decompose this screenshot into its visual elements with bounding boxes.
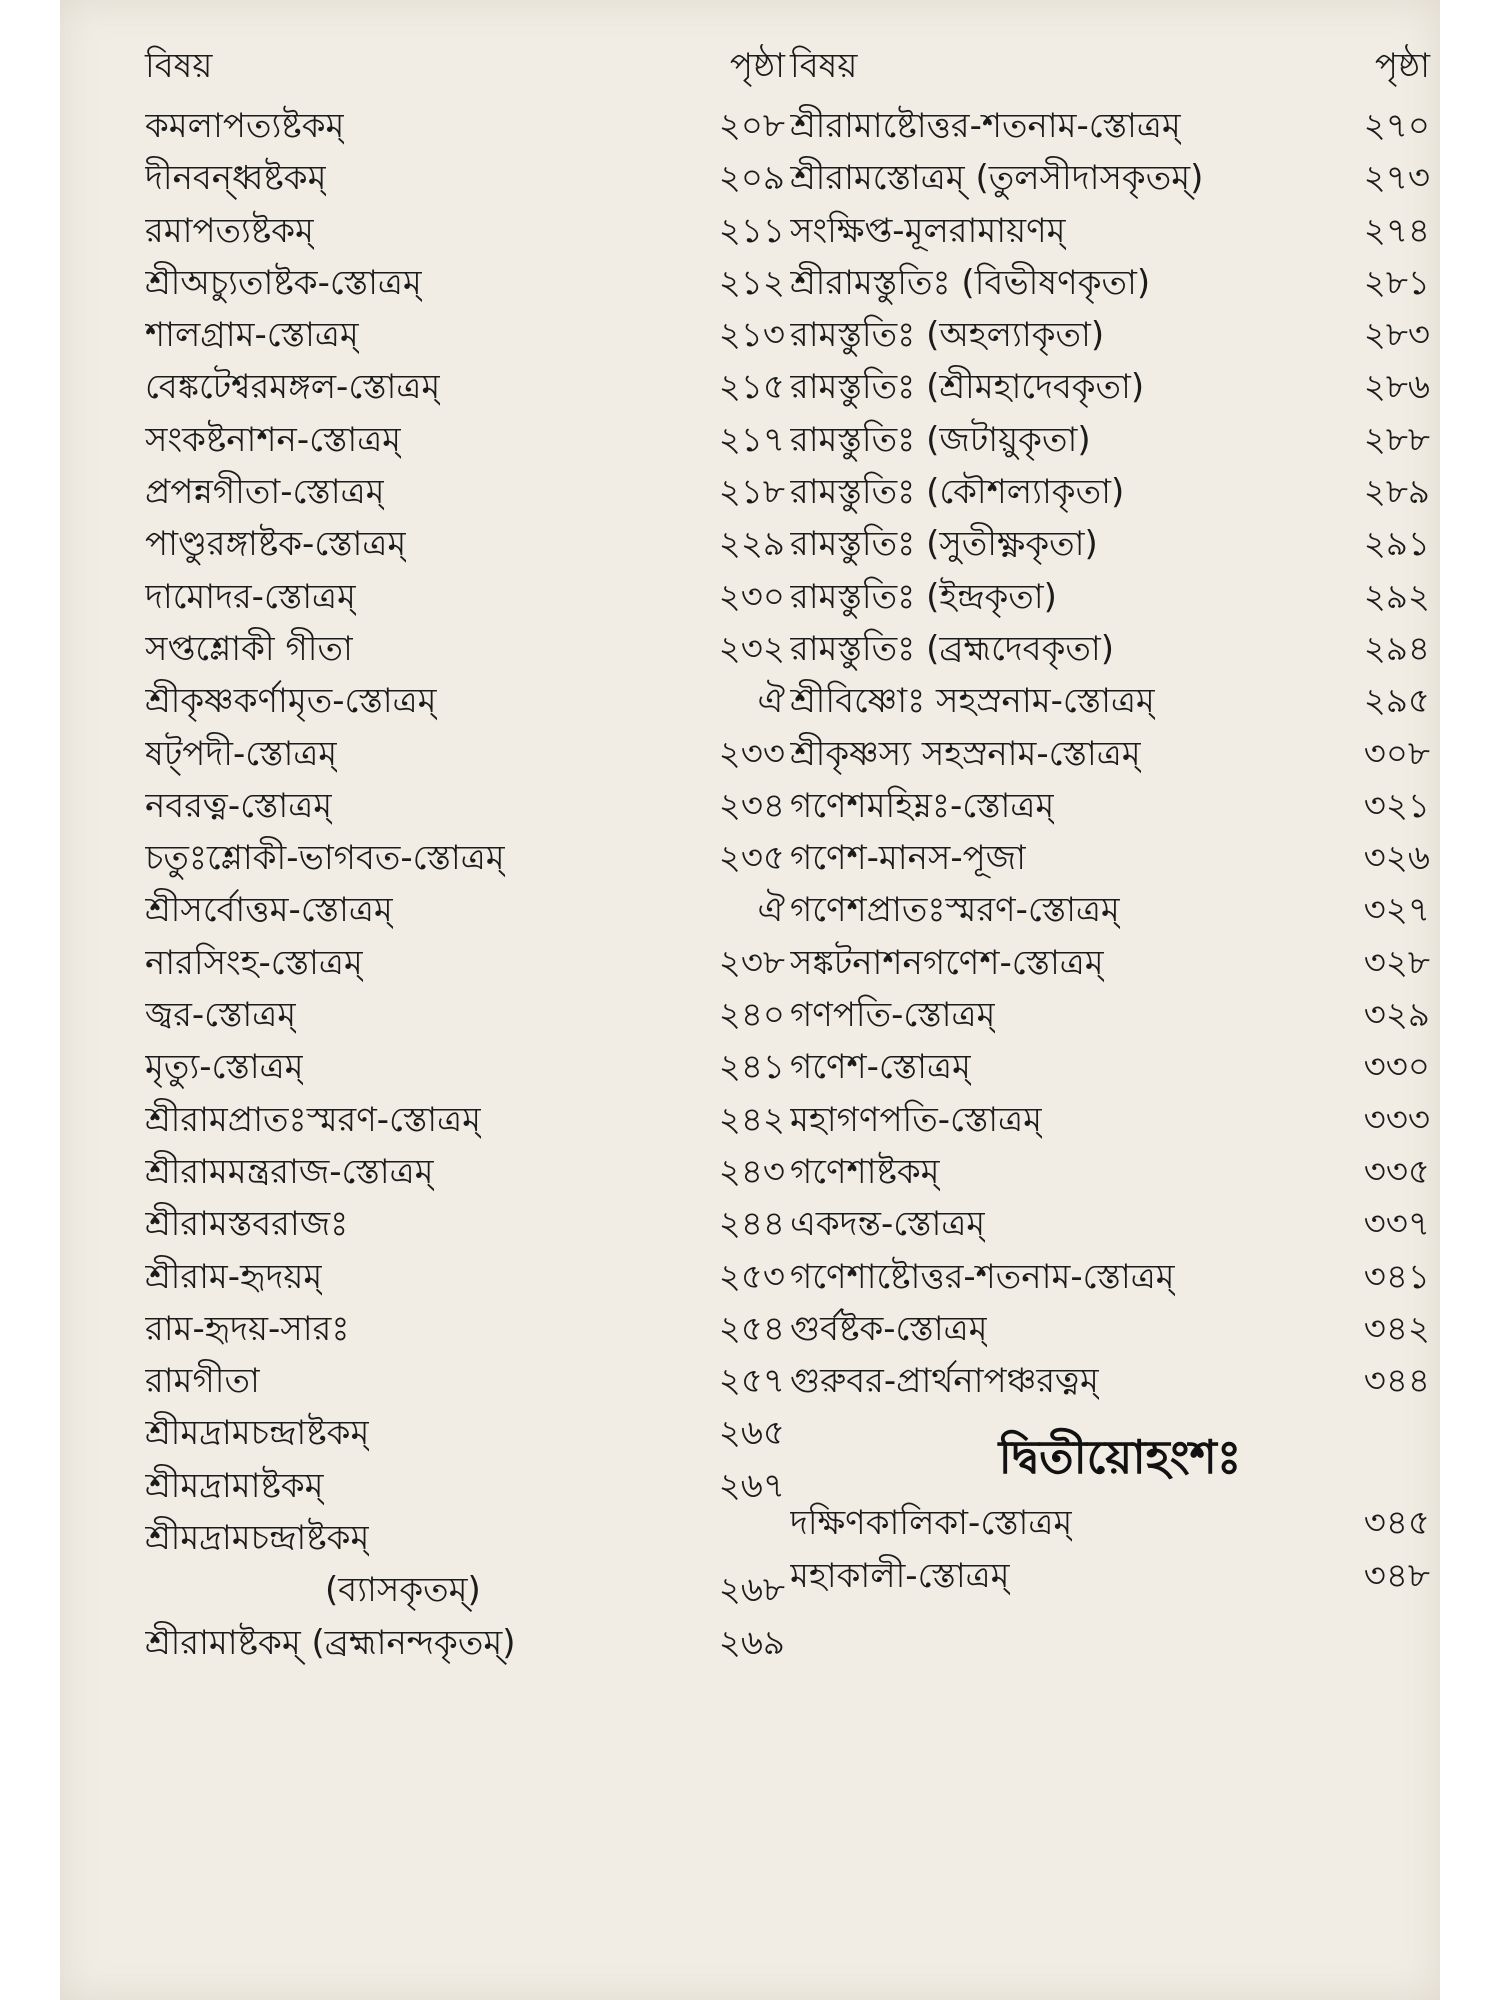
entry-page-number: ৩৪৫ xyxy=(1363,1503,1430,1544)
entry-title: সংক্ষিপ্ত-মূলরামায়ণম্ xyxy=(790,210,1066,251)
entry-page-number: ২৮৯ xyxy=(1363,472,1430,513)
entry-title: প্রপন্নগীতা-স্তোত্রম্ xyxy=(145,472,385,513)
entry-title: রামস্তুতিঃ (কৌশল্যাকৃতা) xyxy=(790,472,1125,513)
entry-page-number: ২৪৪ xyxy=(718,1204,785,1245)
toc-entry xyxy=(145,1251,795,1303)
section-entry-list xyxy=(790,1497,1450,1602)
entry-title: শ্রীমদ্রামচন্দ্রাষ্টকম্ xyxy=(145,1413,370,1454)
toc-entry xyxy=(790,728,1450,780)
right-column-header xyxy=(790,40,1450,100)
toc-entry xyxy=(790,832,1450,884)
toc-entry xyxy=(790,937,1450,989)
entry-title: রামগীতা xyxy=(145,1361,260,1402)
entry-page-number: ২১৫ xyxy=(718,367,785,408)
entry-page-number: ২৫৭ xyxy=(718,1361,785,1402)
entry-title: রামস্তুতিঃ (অহল্যাকৃতা) xyxy=(790,315,1105,356)
entry-page-number: ২১১ xyxy=(718,210,785,251)
entry-page-number: ২৮৮ xyxy=(1363,419,1430,460)
toc-entry xyxy=(145,623,795,675)
entry-page-number: ২৪২ xyxy=(718,1099,785,1140)
entry-title: রামস্তুতিঃ (সুতীক্ষ্ণকৃতা) xyxy=(790,524,1098,565)
entry-page-number: ৩৪৪ xyxy=(1363,1361,1430,1402)
left-entry-list xyxy=(145,100,795,1669)
entry-page-number: ২১৮ xyxy=(718,472,785,513)
entry-title: গণেশ-মানস-পূজা xyxy=(790,838,1027,879)
entry-title: গণপতি-স্তোত্রম্ xyxy=(790,995,996,1036)
entry-title: শ্রীরামস্তুতিঃ (বিভীষণকৃতা) xyxy=(790,262,1151,303)
toc-entry xyxy=(790,1303,1450,1355)
toc-entry xyxy=(145,309,795,361)
entry-page-number: ২৩০ xyxy=(718,576,785,617)
entry-title: কমলাপত্যষ্টকম্ xyxy=(145,106,345,146)
toc-entry xyxy=(790,1497,1450,1549)
entry-page-number: ২৩৫ xyxy=(718,838,785,879)
entry-page-number: ২৭৩ xyxy=(1363,158,1430,199)
right-entry-list xyxy=(790,100,1450,1407)
toc-entry xyxy=(790,1198,1450,1250)
toc-entry xyxy=(145,1617,795,1669)
entry-page-number: ২৫৪ xyxy=(718,1308,785,1349)
entry-title: শালগ্রাম-স্তোত্রম্ xyxy=(145,315,359,356)
entry-page-number: ২৯৫ xyxy=(1363,681,1430,722)
entry-title: গণেশাষ্টকম্ xyxy=(790,1151,940,1192)
entry-title: গণেশপ্রাতঃস্মরণ-স্তোত্রম্ xyxy=(790,890,1120,931)
entry-page-number: ২৯২ xyxy=(1363,576,1430,617)
entry-page-number: ২৮৩ xyxy=(1363,315,1430,356)
toc-entry xyxy=(790,205,1450,257)
entry-title: গুরুবর-প্রার্থনাপঞ্চরত্নম্ xyxy=(790,1361,1099,1402)
entry-title: সঙ্কটনাশনগণেশ-স্তোত্রম্ xyxy=(790,942,1104,983)
toc-entry xyxy=(145,1146,795,1198)
toc-entry xyxy=(145,937,795,989)
toc-entry xyxy=(145,1041,795,1093)
entry-title: শ্রীরাম-হৃদয়ম্ xyxy=(145,1256,323,1297)
toc-entry xyxy=(145,1460,795,1512)
toc-entry xyxy=(790,518,1450,570)
entry-page-number: ২৯১ xyxy=(1363,524,1430,565)
entry-page-number: ৩২৮ xyxy=(1363,942,1430,983)
entry-title: চতুঃশ্লোকী-ভাগবত-স্তোত্রম্ xyxy=(145,838,505,879)
entry-page-number: ২৫৩ xyxy=(718,1256,785,1297)
entry-title: মৃত্যু-স্তোত্রম্ xyxy=(145,1047,304,1088)
entry-title: শ্রীরামস্তবরাজঃ xyxy=(145,1204,349,1245)
toc-entry xyxy=(145,205,795,257)
toc-entry xyxy=(145,1303,795,1355)
entry-page-number: ২৩৪ xyxy=(718,785,785,826)
entry-page-number: ২৪০ xyxy=(718,995,785,1036)
entry-page-number: ২১২ xyxy=(718,262,785,303)
entry-title: পাণ্ডুরঙ্গাষ্টক-স্তোত্রম্ xyxy=(145,524,407,565)
toc-entry xyxy=(790,989,1450,1041)
page-heading: পৃষ্ঠা xyxy=(729,46,785,86)
entry-page-number: ২৬৭ xyxy=(718,1465,785,1506)
toc-entry xyxy=(145,414,795,466)
toc-entry xyxy=(145,257,795,309)
entry-page-number: ২৮৬ xyxy=(1363,367,1430,408)
entry-page-number: ২৩৮ xyxy=(718,942,785,983)
left-column-header xyxy=(145,40,795,100)
subject-heading: বিষয় xyxy=(790,46,858,86)
entry-title: রাম-হৃদয়-সারঃ xyxy=(145,1308,350,1349)
toc-entry xyxy=(145,1407,795,1459)
toc-entry xyxy=(145,100,795,152)
entry-title: বেঙ্কটেশ্বরমঙ্গল-স্তোত্রম্ xyxy=(145,367,441,408)
entry-title: দামোদর-স্তোত্রম্ xyxy=(145,576,356,617)
entry-page-number: ২২৯ xyxy=(718,524,785,565)
entry-title: রামস্তুতিঃ (ব্রহ্মদেবকৃতা) xyxy=(790,628,1115,669)
entry-title: নারসিংহ-স্তোত্রম্ xyxy=(145,942,363,983)
entry-title: গুর্বষ্টক-স্তোত্রম্ xyxy=(790,1308,988,1349)
toc-entry xyxy=(145,361,795,413)
entry-title: সংকষ্টনাশন-স্তোত্রম্ xyxy=(145,419,402,460)
entry-title: একদন্ত-স্তোত্রম্ xyxy=(790,1204,986,1245)
entry-title: শ্রীরামপ্রাতঃস্মরণ-স্তোত্রম্ xyxy=(145,1099,481,1140)
page-heading: পৃষ্ঠা xyxy=(1374,46,1430,86)
entry-title: দক্ষিণকালিকা-স্তোত্রম্ xyxy=(790,1503,1073,1544)
toc-entry xyxy=(145,466,795,518)
toc-entry xyxy=(790,361,1450,413)
entry-page-number: ৩২৭ xyxy=(1363,890,1430,931)
entry-page-number: ২৬৫ xyxy=(718,1413,785,1454)
toc-entry xyxy=(790,309,1450,361)
entry-page-number: ৩২১ xyxy=(1363,785,1430,826)
toc-entry xyxy=(145,1094,795,1146)
toc-entry xyxy=(145,832,795,884)
toc-entry xyxy=(145,728,795,780)
right-column xyxy=(790,40,1450,1602)
entry-page-number: ২৬৮ xyxy=(718,1570,785,1611)
toc-entry xyxy=(145,780,795,832)
toc-entry xyxy=(790,1146,1450,1198)
entry-page-number: ২৮১ xyxy=(1363,262,1430,303)
entry-page-number: ২৯৪ xyxy=(1363,628,1430,669)
entry-page-number: ২৬৯ xyxy=(718,1622,785,1663)
toc-entry xyxy=(790,466,1450,518)
entry-page-number: ২১৩ xyxy=(718,315,785,356)
toc-entry xyxy=(145,518,795,570)
toc-entry xyxy=(790,414,1450,466)
entry-page-number: ৩৪৮ xyxy=(1363,1555,1430,1596)
toc-entry xyxy=(790,152,1450,204)
toc-entry xyxy=(145,884,795,936)
entry-page-number: ২৪৩ xyxy=(718,1151,785,1192)
entry-title: নবরত্ন-স্তোত্রম্ xyxy=(145,785,333,826)
entry-page-number: ৩৩০ xyxy=(1363,1047,1430,1088)
entry-page-number: ৩৩৫ xyxy=(1363,1151,1430,1192)
toc-entry xyxy=(145,1198,795,1250)
entry-page-number: ২০৮ xyxy=(718,106,785,146)
entry-title: রামস্তুতিঃ (জটায়ুকৃতা) xyxy=(790,419,1091,460)
entry-title: (ব্যাসকৃতম্) xyxy=(325,1570,481,1611)
entry-title: শ্রীকৃষ্ণস্য সহস্রনাম-স্তোত্রম্ xyxy=(790,733,1141,774)
toc-entry xyxy=(790,1251,1450,1303)
entry-title: শ্রীকৃষ্ণকর্ণামৃত-স্তোত্রম্ xyxy=(145,681,437,722)
toc-entry xyxy=(145,1512,795,1564)
entry-page-number: ৩২৬ xyxy=(1363,838,1430,879)
entry-page-number: ২৩৩ xyxy=(718,733,785,774)
entry-page-number: ২৪১ xyxy=(718,1047,785,1088)
entry-title: শ্রীঅচ্যুতাষ্টক-স্তোত্রম্ xyxy=(145,262,422,303)
entry-title: শ্রীরামাষ্টোত্তর-শতনাম-স্তোত্রম্ xyxy=(790,106,1181,146)
entry-title: জ্বর-স্তোত্রম্ xyxy=(145,995,297,1036)
entry-title: রামস্তুতিঃ (ইন্দ্রকৃতা) xyxy=(790,576,1057,617)
toc-entry xyxy=(790,571,1450,623)
left-column xyxy=(145,40,795,1669)
entry-page-number: ২১৭ xyxy=(718,419,785,460)
entry-title: সপ্তশ্লোকী গীতা xyxy=(145,628,353,669)
toc-entry xyxy=(790,100,1450,152)
entry-title: শ্রীরামস্তোত্রম্ (তুলসীদাসকৃতম্) xyxy=(790,158,1204,199)
entry-title: রমাপত্যষ্টকম্ xyxy=(145,210,314,251)
entry-title: মহাগণপতি-স্তোত্রম্ xyxy=(790,1099,1042,1140)
entry-page-number: ২৭৪ xyxy=(1363,210,1430,251)
entry-title: শ্রীরামমন্ত্ররাজ-স্তোত্রম্ xyxy=(145,1151,434,1192)
entry-page-number: ৩৩৭ xyxy=(1363,1204,1430,1245)
entry-page-number: ৩৪২ xyxy=(1363,1308,1430,1349)
entry-page-number: ৩০৮ xyxy=(1363,733,1430,774)
entry-page-number: ৩৪১ xyxy=(1363,1256,1430,1297)
entry-title: শ্রীসর্বোত্তম-স্তোত্রম্ xyxy=(145,890,393,931)
entry-title: দীনবন্ধ্বষ্টকম্ xyxy=(145,158,327,199)
entry-title: শ্রীমদ্রামাষ্টকম্ xyxy=(145,1465,324,1506)
toc-entry xyxy=(790,675,1450,727)
entry-page-number: ঐ xyxy=(757,890,785,931)
toc-entry xyxy=(145,989,795,1041)
toc-entry xyxy=(145,675,795,727)
entry-title: গণেশমহিম্নঃ-স্তোত্রম্ xyxy=(790,785,1055,826)
subject-heading: বিষয় xyxy=(145,46,213,86)
entry-title: রামস্তুতিঃ (শ্রীমহাদেবকৃতা) xyxy=(790,367,1145,408)
entry-title: মহাকালী-স্তোত্রম্ xyxy=(790,1555,1010,1596)
toc-entry xyxy=(145,571,795,623)
toc-entry xyxy=(790,623,1450,675)
entry-title: গণেশ-স্তোত্রম্ xyxy=(790,1047,971,1088)
toc-entry xyxy=(145,152,795,204)
book-page xyxy=(60,0,1440,2000)
toc-entry xyxy=(790,257,1450,309)
toc-entry xyxy=(145,1355,795,1407)
entry-page-number: ৩২৯ xyxy=(1363,995,1430,1036)
entry-page-number: ২৭০ xyxy=(1363,106,1430,146)
entry-title: গণেশাষ্টোত্তর-শতনাম-স্তোত্রম্ xyxy=(790,1256,1175,1297)
entry-title: শ্রীরামাষ্টকম্ (ব্রহ্মানন্দকৃতম্) xyxy=(145,1622,516,1663)
entry-title: শ্রীমদ্রামচন্দ্রাষ্টকম্ xyxy=(145,1518,370,1559)
toc-entry xyxy=(790,884,1450,936)
toc-entry xyxy=(790,1550,1450,1602)
section-heading: দ্বিতীয়োহংশঃ xyxy=(998,1430,1242,1485)
entry-page-number: ২০৯ xyxy=(718,158,785,199)
toc-entry xyxy=(790,1094,1450,1146)
toc-entry xyxy=(790,1041,1450,1093)
toc-entry xyxy=(790,780,1450,832)
entry-title: শ্রীবিষ্ণোঃ সহস্রনাম-স্তোত্রম্ xyxy=(790,681,1155,722)
entry-page-number: ২৩২ xyxy=(718,628,785,669)
toc-entry xyxy=(145,1564,795,1616)
entry-page-number: ৩৩৩ xyxy=(1363,1099,1430,1140)
toc-entry xyxy=(790,1355,1450,1407)
entry-title: ষট্‌পদী-স্তোত্রম্ xyxy=(145,733,338,774)
entry-page-number: ঐ xyxy=(757,681,785,722)
